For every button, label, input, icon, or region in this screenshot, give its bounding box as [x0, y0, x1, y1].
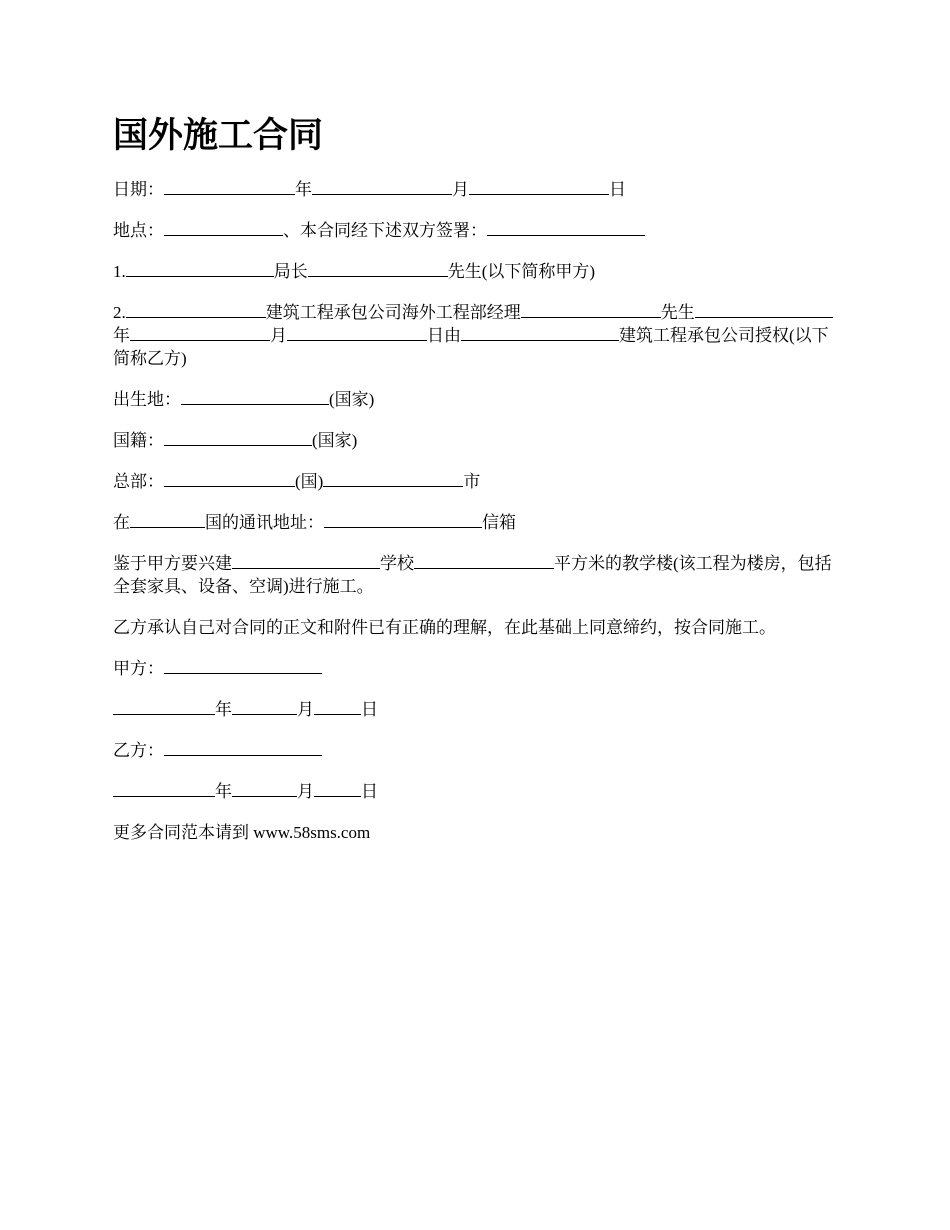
date-day-blank: [469, 179, 609, 195]
party-a-signature-blank: [164, 658, 322, 674]
place-line: [113, 219, 843, 242]
party-b-date-line: [113, 780, 843, 803]
address-line: [113, 511, 843, 534]
project-rest: 平方米的教学楼(该工程为楼房，包括全套家具、设备、空调)进行施工。: [113, 554, 832, 596]
hq-country-blank: [164, 471, 295, 487]
party1-name-blank: [126, 261, 274, 277]
party-b-year-blank: [113, 781, 215, 797]
hq-label: 总部：: [113, 472, 164, 491]
party-b-signature-line: [113, 739, 843, 762]
address-suffix: 信箱: [482, 513, 516, 532]
birthplace-suffix: (国家): [329, 390, 375, 409]
address-prefix: 在: [113, 513, 130, 532]
party-a-year: 年: [215, 700, 232, 719]
project-area-blank: [414, 553, 554, 569]
nationality-suffix: (国家): [312, 431, 358, 450]
party-b-year: 年: [215, 782, 232, 801]
party-a-label: 甲方：: [113, 659, 164, 678]
address-blank: [324, 512, 482, 528]
place-label: 地点：: [113, 221, 164, 240]
party2-month-blank: [130, 325, 270, 341]
place-mid-text: 、本合同经下述双方签署：: [283, 221, 487, 240]
party-b-month: 月: [297, 782, 314, 801]
party-b-day-blank: [314, 781, 361, 797]
document-title: 国外施工合同: [113, 116, 324, 155]
nationality-blank: [164, 430, 312, 446]
date-year-blank: [164, 179, 295, 195]
party1-num: 1.: [113, 262, 126, 281]
party2-authorizer-blank: [461, 325, 619, 341]
party2-month: 月: [270, 326, 287, 345]
birthplace-line: [113, 388, 843, 411]
party-a-day: 日: [361, 700, 378, 719]
date-year-text: 年: [295, 180, 312, 199]
date-month-blank: [312, 179, 452, 195]
party2-auth: 建筑工程承包公司授权(以下简称乙方): [113, 326, 829, 368]
place-blank: [164, 220, 283, 236]
date-day-text: 日: [609, 180, 626, 199]
party2-num: 2.: [113, 303, 126, 322]
nationality-label: 国籍：: [113, 431, 164, 450]
project-school: 学校: [380, 554, 414, 573]
place-signature-blank: [487, 220, 645, 236]
party-a-month-blank: [232, 699, 297, 715]
party-a-date-line: [113, 698, 843, 721]
birthplace-label: 出生地：: [113, 390, 181, 409]
party2-company: 建筑工程承包公司海外工程部经理: [265, 303, 521, 322]
footer-text: 更多合同范本请到 www.58sms.com: [113, 823, 371, 842]
address-country-blank: [130, 512, 205, 528]
party-a-month: 月: [297, 700, 314, 719]
date-line: [113, 178, 843, 201]
project-prefix: 鉴于甲方要兴建: [113, 554, 232, 573]
date-label: 日期：: [113, 180, 164, 199]
address-mid: 国的通讯地址：: [205, 513, 324, 532]
party2-blank-b: [806, 302, 833, 318]
hq-city-blank: [323, 471, 463, 487]
party1-person-blank: [308, 261, 448, 277]
party2-day-blank: [287, 325, 427, 341]
party-a-signature-line: [113, 657, 843, 680]
hq-country: (国): [295, 472, 324, 491]
party2-city-blank: [126, 302, 266, 318]
party2-year: 年: [113, 326, 130, 345]
document-page: [113, 112, 843, 862]
party1-title: 局长: [273, 262, 308, 281]
birthplace-blank: [181, 389, 329, 405]
date-month-text: 月: [452, 180, 469, 199]
party1-line: [113, 260, 843, 283]
party-b-month-blank: [232, 781, 297, 797]
party2-name-blank: [521, 302, 661, 318]
project-name-blank: [232, 553, 380, 569]
project-paragraph: [113, 552, 843, 598]
party-b-day: 日: [361, 782, 378, 801]
party-a-day-blank: [314, 699, 361, 715]
party-b-signature-blank: [164, 740, 322, 756]
nationality-line: [113, 429, 843, 452]
hq-city: 市: [463, 472, 481, 491]
headquarters-line: [113, 470, 843, 493]
party1-suffix: 先生(以下简称甲方): [447, 262, 596, 281]
party2-paragraph: [113, 301, 843, 370]
party2-mr: 先生: [660, 303, 695, 322]
party2-day-from: 日由: [427, 326, 461, 345]
party-a-year-blank: [113, 699, 215, 715]
party2-blank-a: [695, 302, 806, 318]
party-b-label: 乙方：: [113, 741, 164, 760]
acknowledge-paragraph: 乙方承认自己对合同的正文和附件已有正确的理解，在此基础上同意缔约，按合同施工。: [113, 618, 776, 637]
